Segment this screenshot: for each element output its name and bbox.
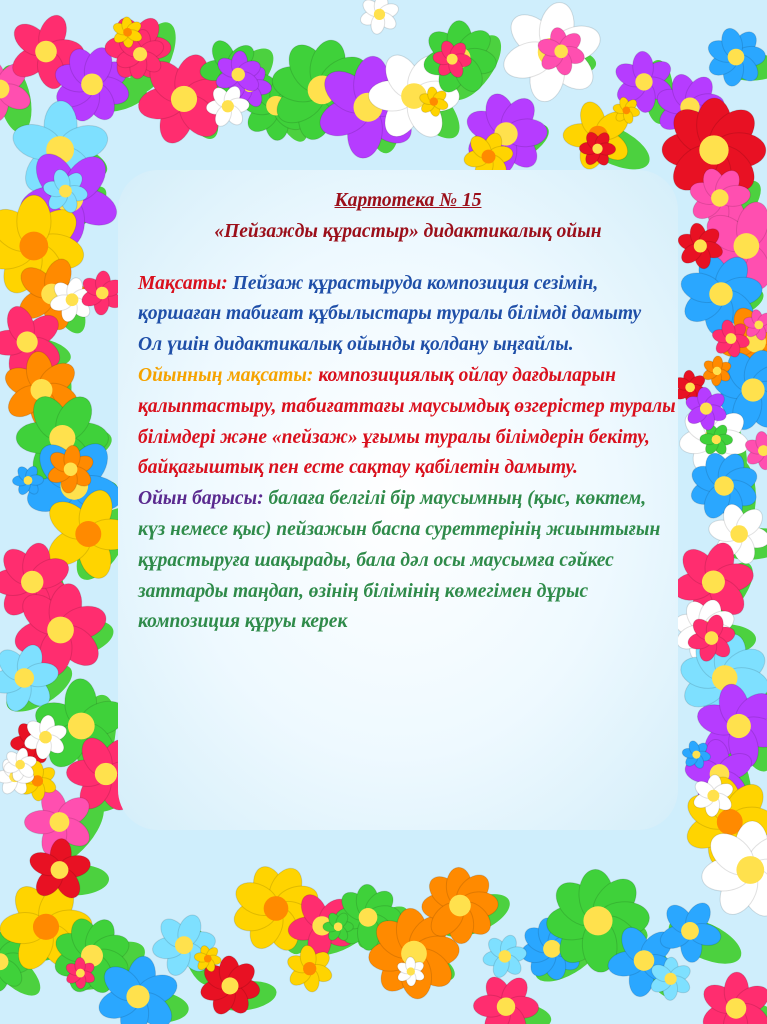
game-process-label: Ойын барысы: xyxy=(138,488,264,510)
game-goal-text: композициялық ойлау дағдыларын қалыптастыру, табиғаттағы маусымдық өзгерістер туралы білімдері және «пейзаж» ұғымы туралы білімдерін бекіту, байқағыштық пен есте сақтау қабілетін дамыту. xyxy=(138,364,676,479)
game-goal-label: Ойынның мақсаты: xyxy=(138,364,314,386)
card-number-title: Картотека № 15 xyxy=(334,190,482,211)
game-title: «Пейзажды құрастыр» дидактикалық ойын xyxy=(214,220,602,242)
usage-note: Ол үшін дидактикалық ойынды қолдану ыңғайлы. xyxy=(138,334,574,356)
flower-icon xyxy=(421,867,498,944)
game-goal-section xyxy=(138,361,678,484)
game-process-text: балаға белгілі бір маусымның (қыс, көктем, күз немесе қыс) пейзажын баспа суреттерінің жиынтығын құрастыруға шақырады, бала дәл осы маусымға сәйкес заттарды таңдап, өзінің білімінің көмегімен дұрыс композиция құруы керек xyxy=(138,488,661,633)
purpose-section xyxy=(138,269,678,331)
card-text xyxy=(138,186,678,638)
purpose-text: Пейзаж құрастыруда композиция сезімін, қоршаған табиғат құбылыстары туралы білімді дамыту xyxy=(138,272,642,325)
card-title xyxy=(138,186,678,248)
purpose-label: Мақсаты: xyxy=(138,272,228,294)
game-process-section xyxy=(138,484,678,638)
